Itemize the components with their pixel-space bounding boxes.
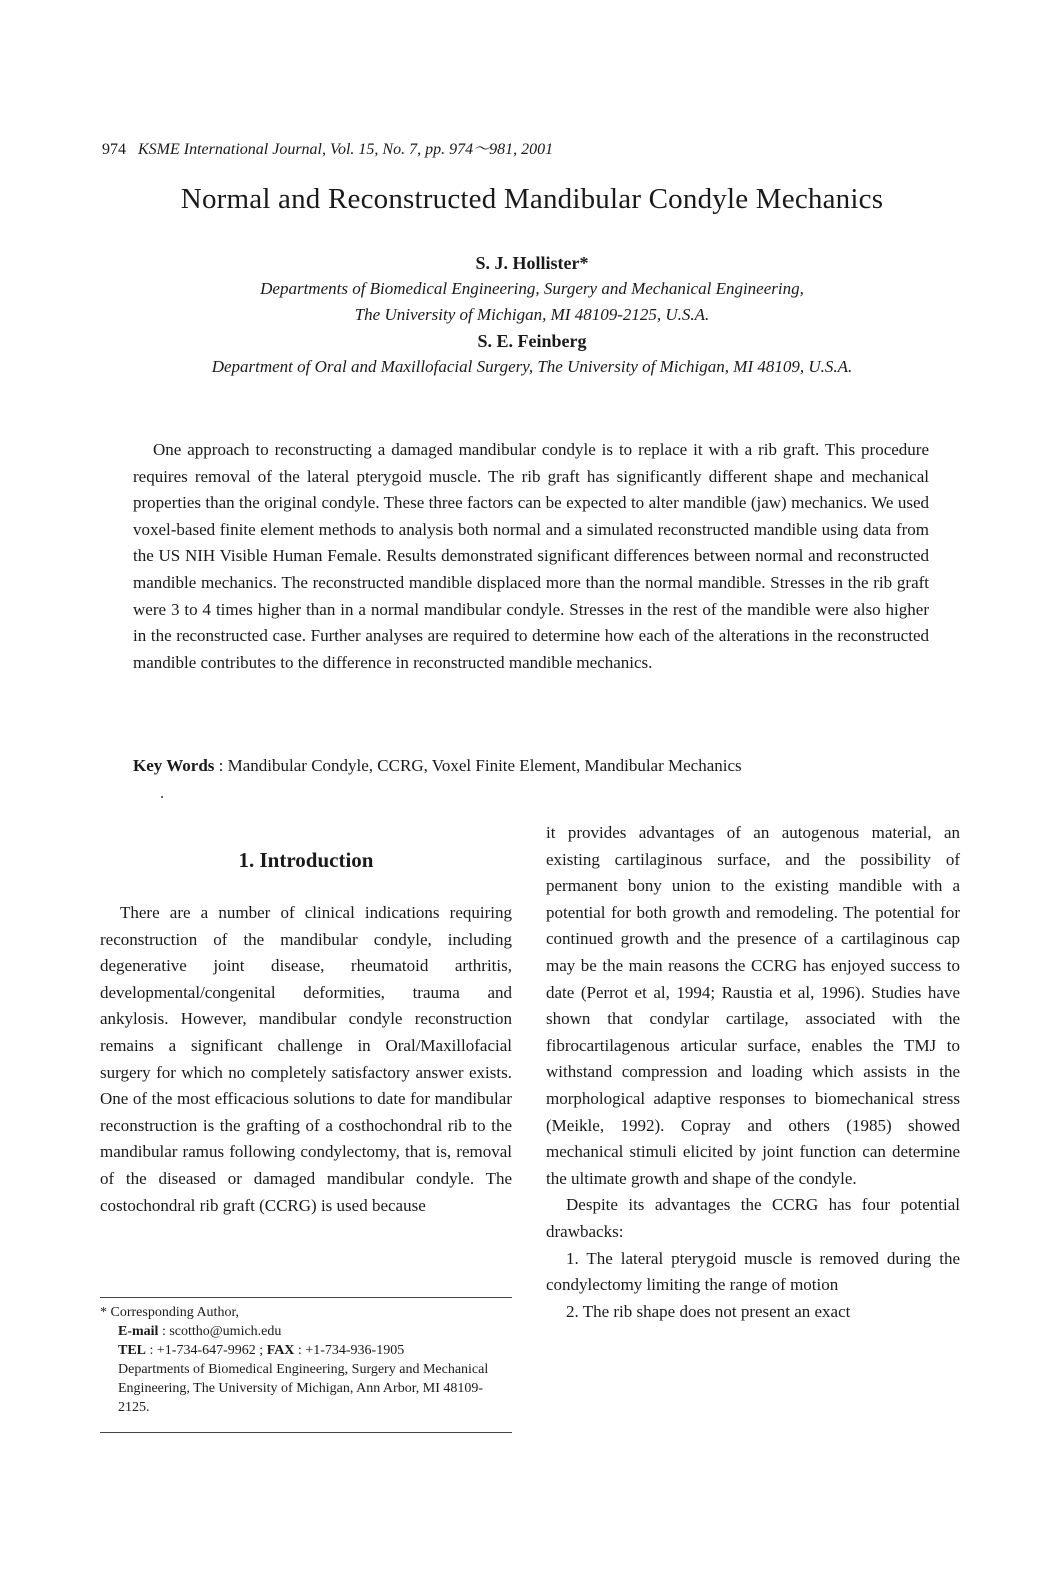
keywords-text: Mandibular Condyle, CCRG, Voxel Finite Element, Mandibular Mechanics — [227, 756, 742, 775]
section-heading: 1. Introduction — [238, 848, 374, 872]
drawback-item: 1. The lateral pterygoid muscle is removed during the condylectomy limiting the range of motion — [546, 1248, 960, 1295]
email-label: E-mail — [118, 1324, 159, 1339]
right-column — [546, 820, 960, 1325]
author-affiliation: The University of Michigan, MI 48109-2125, U.S.A. — [354, 305, 710, 324]
keywords-label: Key Words — [133, 756, 215, 775]
intro-paragraph-right: it provides advantages of an autogenous material, an existing cartilaginous surface, and the possibility of permanent bony union to the existing mandible with a potential for both growth and remodeling. The potential for continued growth and the presence of a cartilaginous cap may be the main reasons the CCRG has enjoyed success to date (Perrot et al, 1994; Raustia et al, 1996). Studies have shown that condylar cartilage, associated with the fibrocartilagenous articular surface, enables the TMJ to withstand compression and loading which assists in the morphological adaptive responses to biomechanical stress (Meikle, 1992). Copray and others (1985) showed mechanical stimuli elicited by joint function can determine the ultimate growth and shape of the condyle. — [546, 823, 960, 1188]
author-name: S. E. Feinberg — [477, 331, 587, 351]
author-name: S. J. Hollister* — [475, 253, 589, 273]
author-affiliation: Department of Oral and Maxillofacial Surgery, The University of Michigan, MI 48109, U.S.A. — [211, 357, 853, 376]
keywords-separator: : — [214, 756, 228, 775]
paper-title: Normal and Reconstructed Mandibular Condyle Mechanics — [180, 183, 884, 215]
stray-dot — [161, 796, 163, 798]
author-block — [0, 250, 1064, 380]
fax-label: FAX — [266, 1343, 295, 1358]
footnote-bottom-rule — [100, 1432, 512, 1433]
email-value: : scottho@umich.edu — [158, 1324, 282, 1339]
footnote-address: Departments of Biomedical Engineering, Surgery and Mechanical Engineering, The University of Michigan, Ann Arbor, MI 48109-2125. — [118, 1362, 489, 1415]
page-number: 974 — [102, 141, 126, 158]
footnote-corresponding: * Corresponding Author, — [100, 1305, 240, 1320]
fax-value: : +1-734-936-1905 — [294, 1343, 405, 1358]
footnote-divider — [100, 1297, 512, 1298]
footnote-email — [100, 1322, 512, 1341]
journal-citation: KSME International Journal, Vol. 15, No. 7, pp. 974～981, 2001 — [138, 141, 554, 158]
keywords — [133, 756, 933, 776]
drawback-item: 2. The rib shape does not present an exact — [566, 1301, 851, 1321]
abstract: One approach to reconstructing a damaged mandibular condyle is to replace it with a rib graft. This procedure requires removal of the lateral pterygoid muscle. The rib graft has significantly different shape and mechanical properties than the original condyle. These three factors can be expected to alter mandible (jaw) mechanics. We used voxel-based finite element methods to analysis both normal and a simulated reconstructed mandible using data from the US NIH Visible Human Female. Results demonstrated significant differences between normal and reconstructed mandible mechanics. The reconstructed mandible displaced more than the normal mandible. Stresses in the rib graft were 3 to 4 times higher than in a normal mandibular condyle. Stresses in the rest of the mandible were also higher in the reconstructed case. Further analyses are required to determine how each of the alterations in the reconstructed mandible contributes to the difference in reconstructed mandible mechanics. — [133, 440, 929, 672]
footnote — [100, 1303, 512, 1417]
running-header — [102, 136, 553, 159]
tel-value: : +1-734-647-9962 ; — [146, 1343, 267, 1358]
tel-label: TEL — [118, 1343, 147, 1358]
drawbacks-intro: Despite its advantages the CCRG has four potential drawbacks: — [546, 1195, 960, 1241]
author-affiliation: Departments of Biomedical Engineering, Surgery and Mechanical Engineering, — [260, 279, 804, 298]
footnote-phone — [100, 1341, 512, 1360]
intro-paragraph-left: There are a number of clinical indications requiring reconstruction of the mandibular condyle, including degenerative joint disease, rheumatoid arthritis, developmental/congenital deformities, trauma and ankylosis. However, mandibular condyle reconstruction remains a significant challenge in Oral/Maxillofacial surgery for which no completely satisfactory answer exists. One of the most efficacious solutions to date for mandibular reconstruction is the grafting of a costhochondral rib to the mandibular ramus following condylectomy, that is, removal of the diseased or damaged mandibular condyle. The costochondral rib graft (CCRG) is used because — [100, 903, 512, 1215]
